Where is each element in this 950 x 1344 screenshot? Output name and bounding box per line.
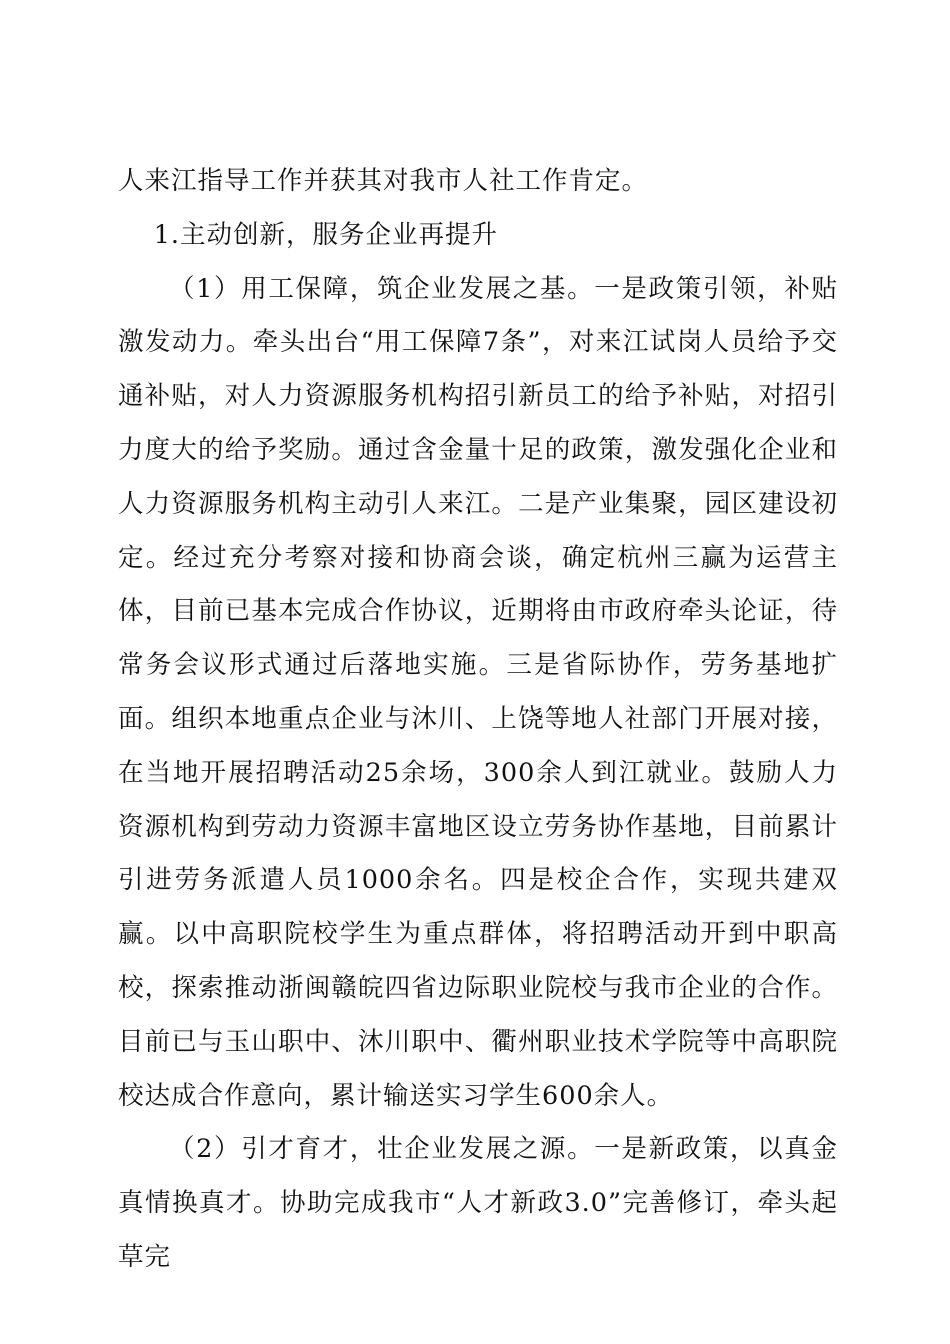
continuation-paragraph: 人来江指导工作并获其对我市人社工作肯定。 xyxy=(118,166,649,196)
section-heading: 1.主动创新，服务企业再提升 xyxy=(153,219,499,250)
document-body xyxy=(118,155,838,1285)
paragraph-employment-guarantee: （1）用工保障，筑企业发展之基。一是政策引领，补贴激发动力。牵头出台“用工保障7条”，对来江试岗人员给予交通补贴，对人力资源服务机构招引新员工的给予补贴，对招引力度大的给予奖励。通过含金量十足的政策，激发强化企业和人力资源服务机构主动引人来江。二是产业集聚，园区建设初定。经过充分考察对接和协商会谈，确定杭州三赢为运营主体，目前已基本完成合作协议，近期将由市政府牵头论证，待常务会议形式通过后落地实施。三是省际协作，劳务基地扩面。组织本地重点企业与沐川、上饶等地人社部门开展对接，在当地开展招聘活动25余场，300余人到江就业。鼓励人力资源机构到劳动力资源丰富地区设立劳务协作基地，目前累计引进劳务派遣人员1000余名。四是校企合作，实现共建双赢。以中高职院校学生为重点群体，将招聘活动开到中职高校，探索推动浙闽赣皖四省边际职业院校与我市企业的合作。目前已与玉山职中、沐川职中、衢州职业技术学院等中高职院校达成合作意向，累计输送实习学生600余人。 xyxy=(118,273,838,1111)
paragraph-talent-recruitment: （2）引才育才，壮企业发展之源。一是新政策，以真金真情换真才。协助完成我市“人才新政3.0”完善修订，牵头起草完 xyxy=(118,1134,838,1272)
